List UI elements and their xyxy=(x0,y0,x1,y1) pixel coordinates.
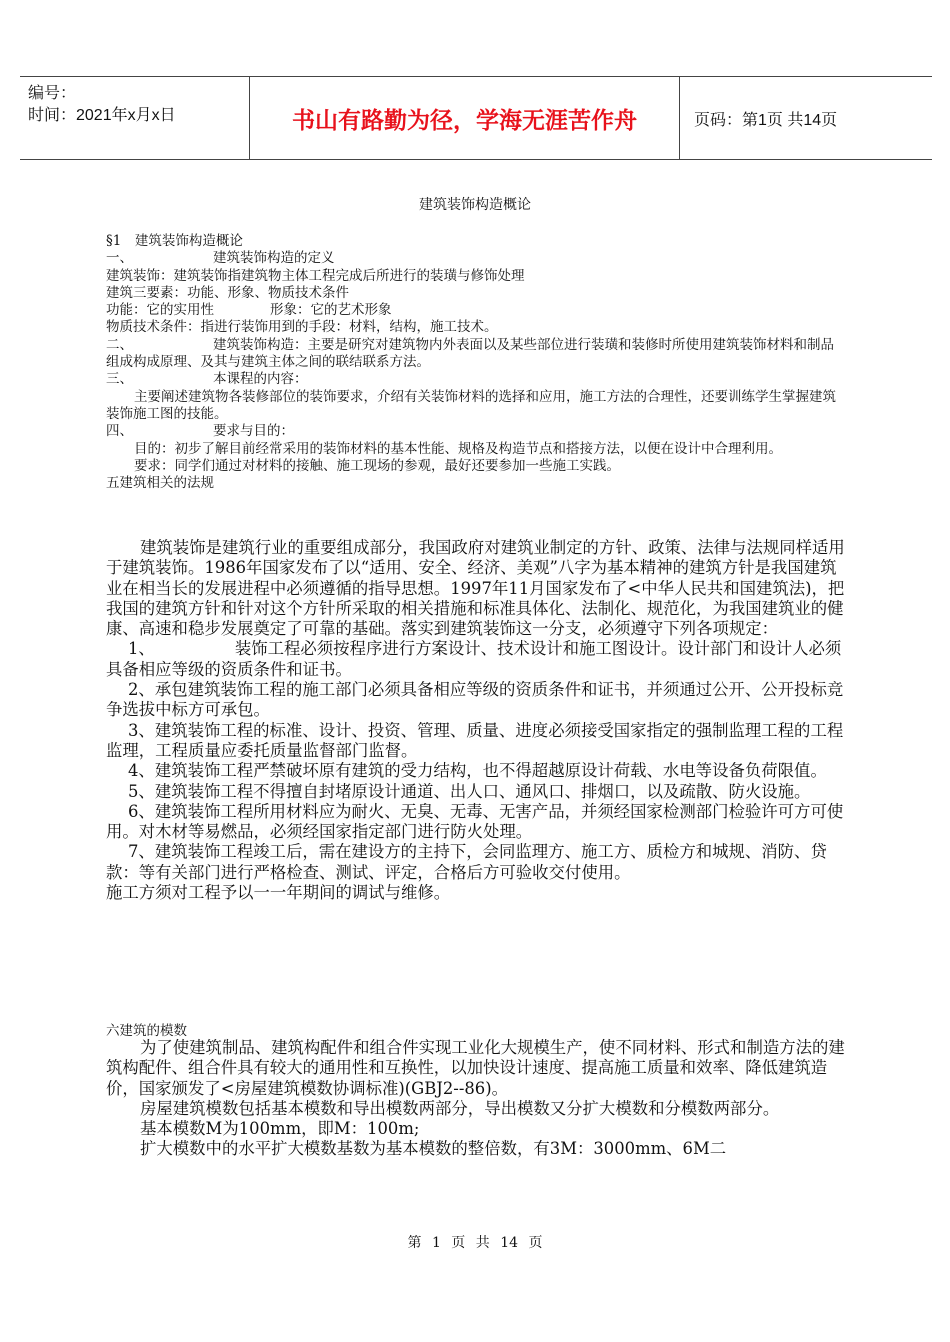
header-time-label: 时间：2021年x月x日 xyxy=(28,107,176,124)
item-number: 二、 xyxy=(106,336,133,353)
paragraph: 目的：初步了解目前经常采用的装饰材料的基本性能、规格及构造节点和搭接方法，以便在设计中合理利用。 xyxy=(134,440,782,457)
header-number-label: 编号： xyxy=(28,85,77,102)
item-number: 四、 xyxy=(106,423,133,440)
paragraph: 建筑装饰是建筑行业的重要组成部分，我国政府对建筑业制定的方针、政策、法律与法规同样适用于建筑装饰。1986年国家发布了以“适用、安全、经济、美观”八字为基本精神的建筑方针是我国建筑业在相当长的发展进程中必须遵循的指导思想。1997年11月国家发布了<中华人民共和国建筑法)，把我国的建筑方针和针对这个方针所采取的相关措施和标准具体化、法制化、规范化，为我国建筑业的健康、高速和稳步发展奠定了可靠的基础。落实到建筑装饰这一分支，必须遵守下列各项规定： xyxy=(106,538,845,639)
paragraph: 扩大模数中的水平扩大模数基数为基本模数的整倍数，有3M：3000mm、6M二 xyxy=(140,1139,727,1159)
list-item xyxy=(106,337,846,372)
item-number: 1、 xyxy=(128,639,155,659)
function-text: 功能：它的实用性 xyxy=(106,302,214,319)
paragraph: 物质技术条件：指进行装饰用到的手段：材料，结构，施工技术。 xyxy=(106,319,498,336)
section-heading: §1 建筑装饰构造概论 xyxy=(106,233,243,249)
list-item: 3、建筑装饰工程的标准、设计、投资、管理、质量、进度必须接受国家指定的强制监理工程的工程监理，工程质量应委托质量监督部门监督。 xyxy=(106,720,844,760)
list-item: 5、建筑装饰工程不得擅自封堵原设计通道、出人口、通风口、排烟口，以及疏散、防火设施。 xyxy=(128,781,811,801)
paragraph: 为了使建筑制品、建筑构配件和组合件实现工业化大规模生产，使不同材料、形式和制造方法的建筑构配件、组合件具有较大的通用性和互换性，以加快设计速度、提高施工质量和效率、降低建筑造价，国家颁发了<房屋建筑模数协调标准)(GBJ2--86)。 xyxy=(106,1038,845,1098)
item-number: 一、 xyxy=(106,250,133,267)
paragraph: 房屋建筑模数包括基本模数和导出模数两部分，导出模数又分扩大模数和分模数两部分。 xyxy=(140,1098,780,1118)
header-page-info: 页码：第1页 共14页 xyxy=(694,111,838,129)
item-number: 三、 xyxy=(106,371,133,388)
list-item xyxy=(106,250,846,267)
paragraph: 施工方须对工程予以一一年期间的调试与维修。 xyxy=(106,883,451,903)
list-item xyxy=(106,371,846,388)
header-motto: 书山有路勤为径，学海无涯苦作舟 xyxy=(250,77,680,159)
paragraph xyxy=(106,302,846,319)
section-regulations xyxy=(106,538,846,903)
item-text: 建筑装饰构造的定义 xyxy=(213,250,335,267)
paragraph: 建筑装饰：建筑装饰指建筑物主体工程完成后所进行的装璜与修饰处理 xyxy=(106,267,525,284)
list-item: 2、承包建筑装饰工程的施工部门必须具备相应等级的资质条件和证书，并须通过公开、公开投标竞争选拔中标方可承包。 xyxy=(106,680,844,720)
list-item xyxy=(106,639,846,680)
list-item: 6、建筑装饰工程所用材料应为耐火、无臭、无毒、无害产品，并须经国家检测部门检验许可方可使用。对木材等易燃品，必须经国家指定部门进行防火处理。 xyxy=(106,801,844,842)
item-text: 建筑装饰构造：主要是研究对建筑物内外表面以及某些部位进行装璜和装修时所使用建筑装饰材料和制品组成构成原理、及其与建筑主体之间的联结联系方法。 xyxy=(106,336,834,371)
item-text: 装饰工程必须按程序进行方案设计、技术设计和施工图设计。设计部门和设计人必须具备相应等级的资质条件和证书。 xyxy=(106,639,842,679)
page-footer: 第 1 页 共 14 页 xyxy=(407,1235,543,1251)
paragraph: 建筑三要素：功能、形象、物质技术条件 xyxy=(106,284,349,301)
section-heading: 五建筑相关的法规 xyxy=(106,475,214,492)
item-text: 本课程的内容： xyxy=(213,371,308,388)
section-overview xyxy=(106,233,846,492)
header-meta-cell xyxy=(20,77,250,159)
section-heading: 六建筑的模数 xyxy=(106,1023,187,1039)
image-text: 形象：它的艺术形象 xyxy=(270,302,392,319)
item-text: 要求与目的： xyxy=(213,423,294,440)
document-title: 建筑装饰构造概论 xyxy=(419,197,531,213)
list-item: 4、建筑装饰工程严禁破坏原有建筑的受力结构，也不得超越原设计荷载、水电等设备负荷限值。 xyxy=(128,761,827,781)
paragraph: 主要阐述建筑物各装修部位的装饰要求，介绍有关装饰材料的选择和应用，施工方法的合理性，还要训练学生掌握建筑装饰施工图的技能。 xyxy=(106,388,836,422)
paragraph: 基本模数M为100mm，即M：100m; xyxy=(140,1119,420,1139)
section-modulus xyxy=(106,1038,846,1160)
list-item: 7、建筑装饰工程竣工后，需在建设方的主持下，会同监理方、施工方、质检方和城规、消防、贷款：等有关部门进行严格检查、测试、评定，合格后方可验收交付使用。 xyxy=(106,842,827,882)
list-item xyxy=(106,423,846,440)
page-header xyxy=(20,76,932,160)
paragraph: 要求：同学们通过对材料的接触、施工现场的参观，最好还要参加一些施工实践。 xyxy=(134,457,620,474)
